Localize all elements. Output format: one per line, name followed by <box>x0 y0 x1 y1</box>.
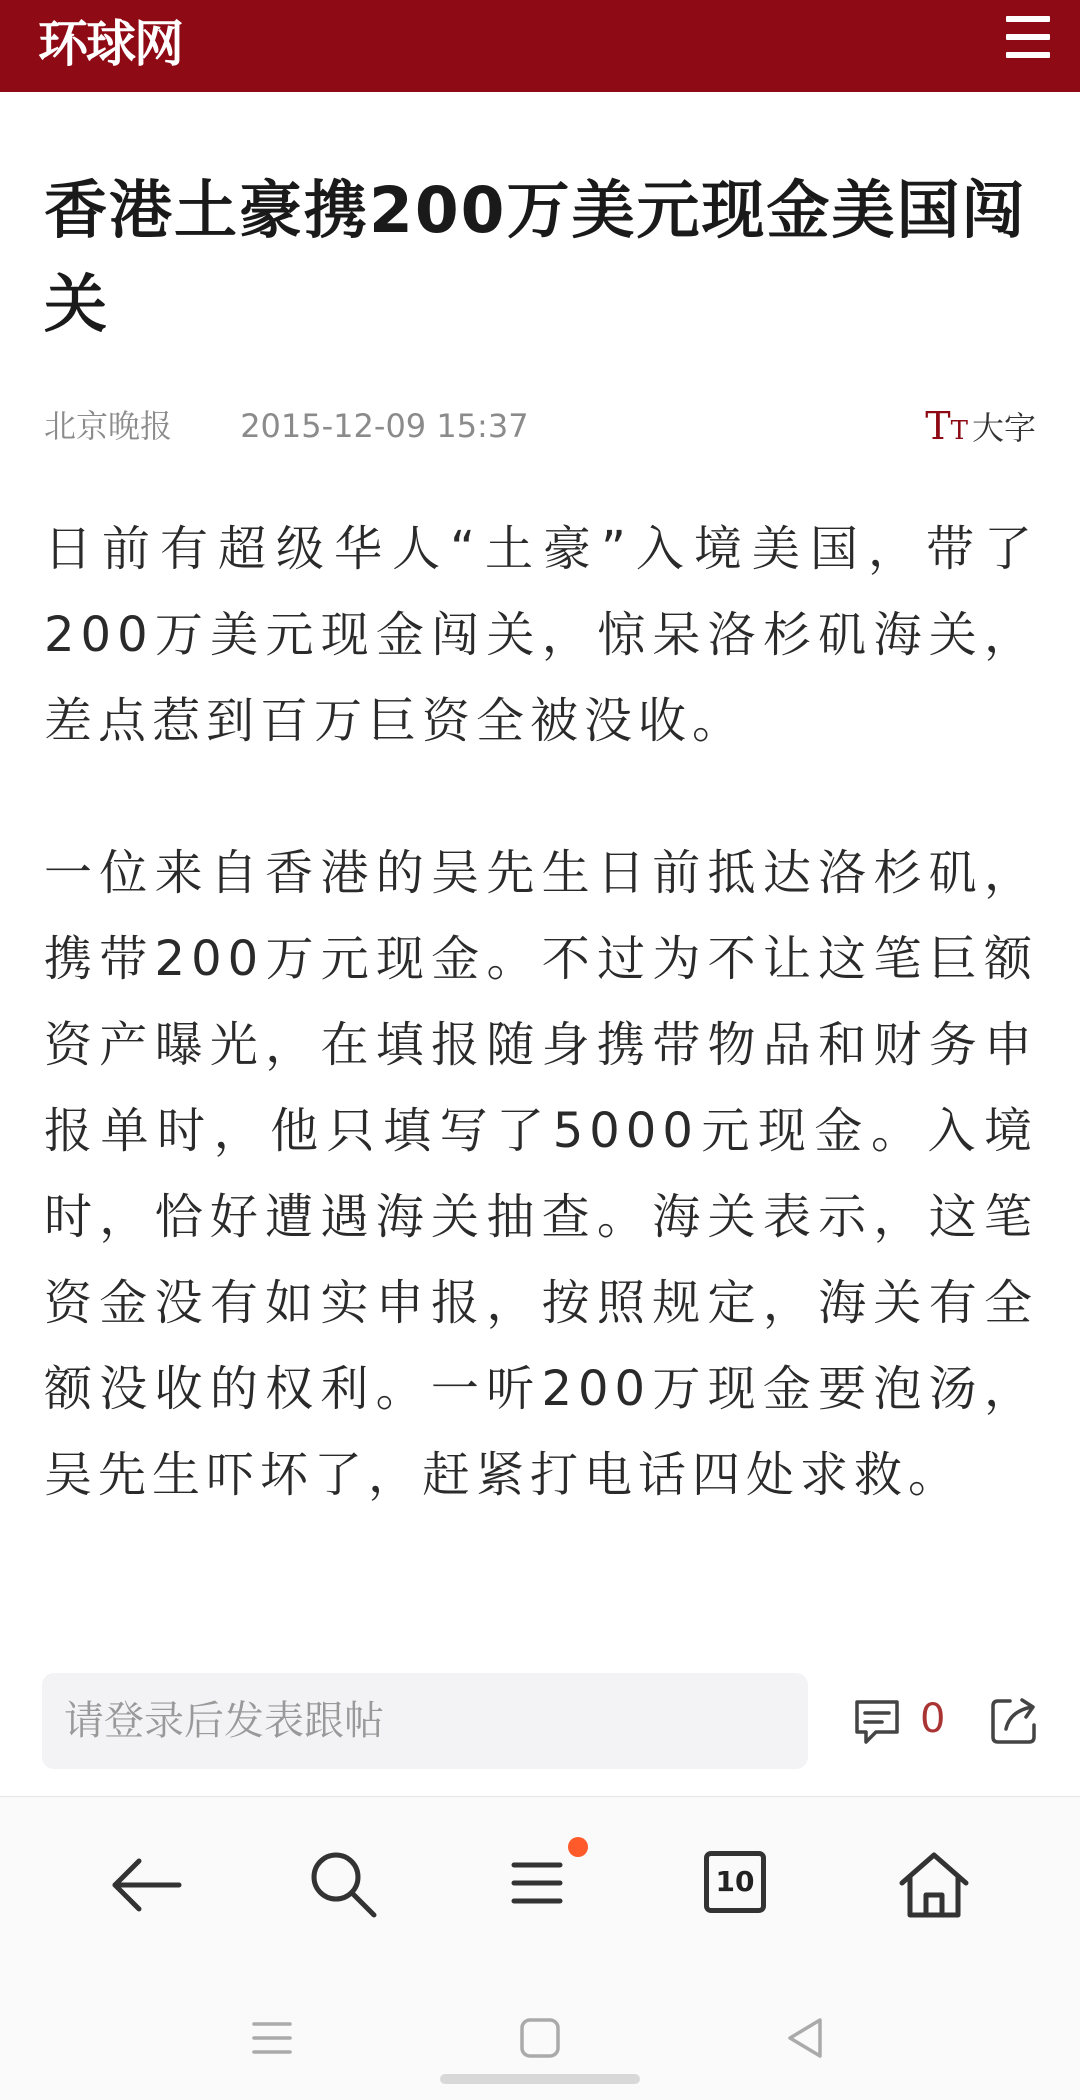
font-size-icon-big: T <box>925 404 951 448</box>
menu-badge-dot <box>568 1837 588 1857</box>
comment-count[interactable]: 0 <box>920 1696 946 1742</box>
article-paragraph: 一位来自香港的吴先生日前抵达洛杉矶，携带200万元现金。不过为不让这笔巨额资产曝光，在填报随身携带物品和财务申报单时，他只填写了5000元现金。入境时，恰好遭遇海关抽查。海关表示，这笔资金没有如实申报，按照规定，海关有全额没收的权利。一听200万现金要泡汤，吴先生吓坏了，赶紧打电话四处求救。 <box>44 845 1038 1503</box>
article-time: 2015-12-09 15:37 <box>240 407 529 445</box>
share-icon[interactable] <box>988 1695 1040 1747</box>
article-meta <box>44 404 529 448</box>
search-icon[interactable] <box>304 1845 384 1925</box>
system-nav-bar <box>0 1986 1080 2100</box>
site-header <box>0 0 1080 92</box>
recent-apps-icon[interactable] <box>242 2008 302 2068</box>
article-source: 北京晚报 <box>44 407 173 445</box>
menu-icon[interactable] <box>500 1845 580 1925</box>
hamburger-menu-icon[interactable] <box>1002 14 1054 62</box>
home-button-icon[interactable] <box>510 2008 570 2068</box>
gesture-indicator <box>440 2074 640 2084</box>
font-size-button[interactable] <box>925 404 1036 448</box>
article-body <box>44 506 1038 1584</box>
back-arrow-icon[interactable] <box>107 1845 187 1925</box>
article-title: 香港土豪携200万美元现金美国闯关 <box>44 174 1027 341</box>
tabs-icon[interactable]: 10 <box>704 1851 766 1913</box>
article-paragraph: 日前有超级华人“土豪”入境美国，带了200万美元现金闯关，惊呆洛杉矶海关，差点惹到百万巨资全被没收。 <box>44 521 1038 749</box>
font-size-icon <box>925 404 968 448</box>
font-size-label: 大字 <box>971 409 1036 447</box>
font-size-icon-small: T <box>950 416 968 446</box>
menu-line <box>1006 34 1050 40</box>
back-button-icon[interactable] <box>776 2008 836 2068</box>
home-icon[interactable] <box>894 1845 974 1925</box>
comment-icon[interactable] <box>852 1697 902 1747</box>
menu-line <box>1006 52 1050 58</box>
site-logo[interactable]: 环球网 <box>38 14 182 73</box>
comment-bar <box>0 1655 1080 1779</box>
browser-toolbar <box>0 1796 1080 1986</box>
menu-line <box>1006 16 1050 22</box>
comment-input[interactable] <box>42 1673 808 1769</box>
